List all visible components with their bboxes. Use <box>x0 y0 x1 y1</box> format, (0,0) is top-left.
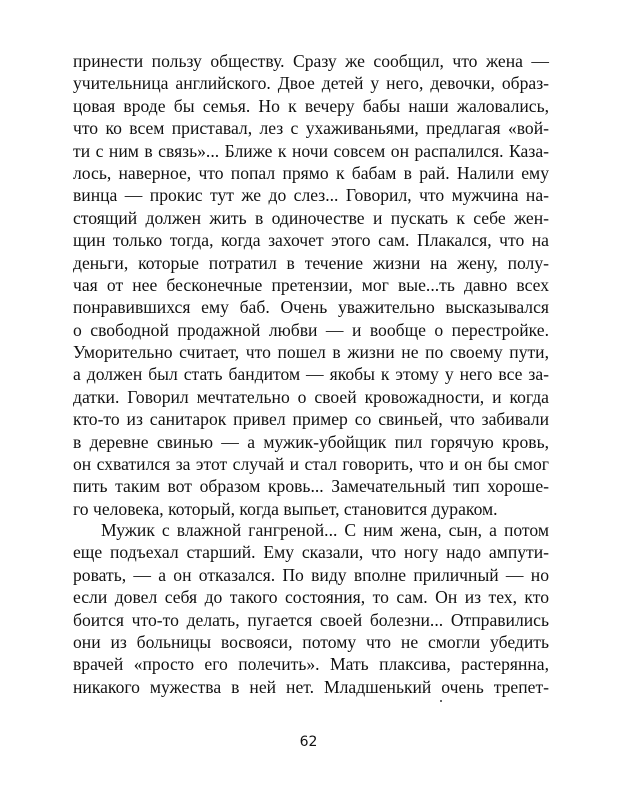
text-line: деньги, которые потратил в течение жизни на жену, полу- <box>73 252 549 273</box>
text-line: учительница английского. Двое детей у него, девочки, образ- <box>73 73 549 94</box>
print-speck <box>440 700 442 702</box>
text-line: Уморительно считает, что пошел в жизни не по своему пути, <box>73 342 549 363</box>
text-line: а должен был стать бандитом — якобы к этому у него все за- <box>73 364 549 385</box>
text-line: понравившихся ему баб. Очень уважительно высказывался <box>73 297 549 318</box>
text-line: щин только тогда, когда захочет этого сам. Плакался, что на <box>73 230 549 251</box>
text-line: Мужик с влажной гангреной... С ним жена, сын, а потом <box>101 520 549 540</box>
text-line: ровать, — а он отказался. По виду вполне приличный — но <box>73 564 549 585</box>
text-line: кто-то из санитарок привел пример со свиньей, что забивали <box>73 409 549 430</box>
text-line: го человека, который, когда выпьет, становится дураком. <box>73 498 498 519</box>
text-line: еще подъехал старший. Ему сказали, что ногу надо ампути- <box>73 542 549 563</box>
paragraph-1 <box>73 50 549 520</box>
text-line: датки. Говорил мечтательно о своей кровожадности, и когда <box>73 386 549 407</box>
text-line: что ко всем приставал, лез с ухаживаньями, предлагая «вой- <box>73 118 549 139</box>
text-line: цовая вроде бы семья. Но к вечеру бабы наши жаловались, <box>73 95 549 116</box>
text-line: о свободной продажной любви — и вообще о перестройке. <box>73 319 549 340</box>
text-line: врачей «просто его полечить». Мать плаксива, растерянна, <box>73 654 549 675</box>
text-line: боится что-то делать, пугается своей болезни... Отправились <box>73 609 549 630</box>
text-line: если довел себя до такого состояния, то сам. Он из тех, кто <box>73 587 549 608</box>
paragraph-2 <box>73 519 549 698</box>
text-line: стоящий должен жить в одиночестве и пускать к себе жен- <box>73 207 549 228</box>
text-line: он схватился за этот случай и стал говорить, что и он бы смог <box>73 454 549 475</box>
text-line: принести пользу обществу. Сразу же сообщил, что жена — <box>73 51 549 71</box>
text-line: в деревне свинью — а мужик-убойщик пил горячую кровь, <box>73 431 549 452</box>
text-line: пить таким вот образом кровь... Замечательный тип хороше- <box>73 476 549 497</box>
text-line: ти с ним в связь»... Ближе к ночи совсем он распалился. Каза- <box>73 140 549 161</box>
text-line: винца — прокис тут же до слез... Говорил, что мужчина на- <box>73 185 549 206</box>
page-number: 62 <box>299 734 318 750</box>
text-line: лось, наверное, что попал прямо к бабам в рай. Налили ему <box>73 162 549 183</box>
text-line: чая от нее бесконечные претензии, мог вые...ть давно всех <box>73 274 549 295</box>
text-line: они из больницы восвояси, потому что не смогли убедить <box>73 631 549 652</box>
text-line: никакого мужества в ней нет. Младшенький очень трепет- <box>73 676 549 697</box>
